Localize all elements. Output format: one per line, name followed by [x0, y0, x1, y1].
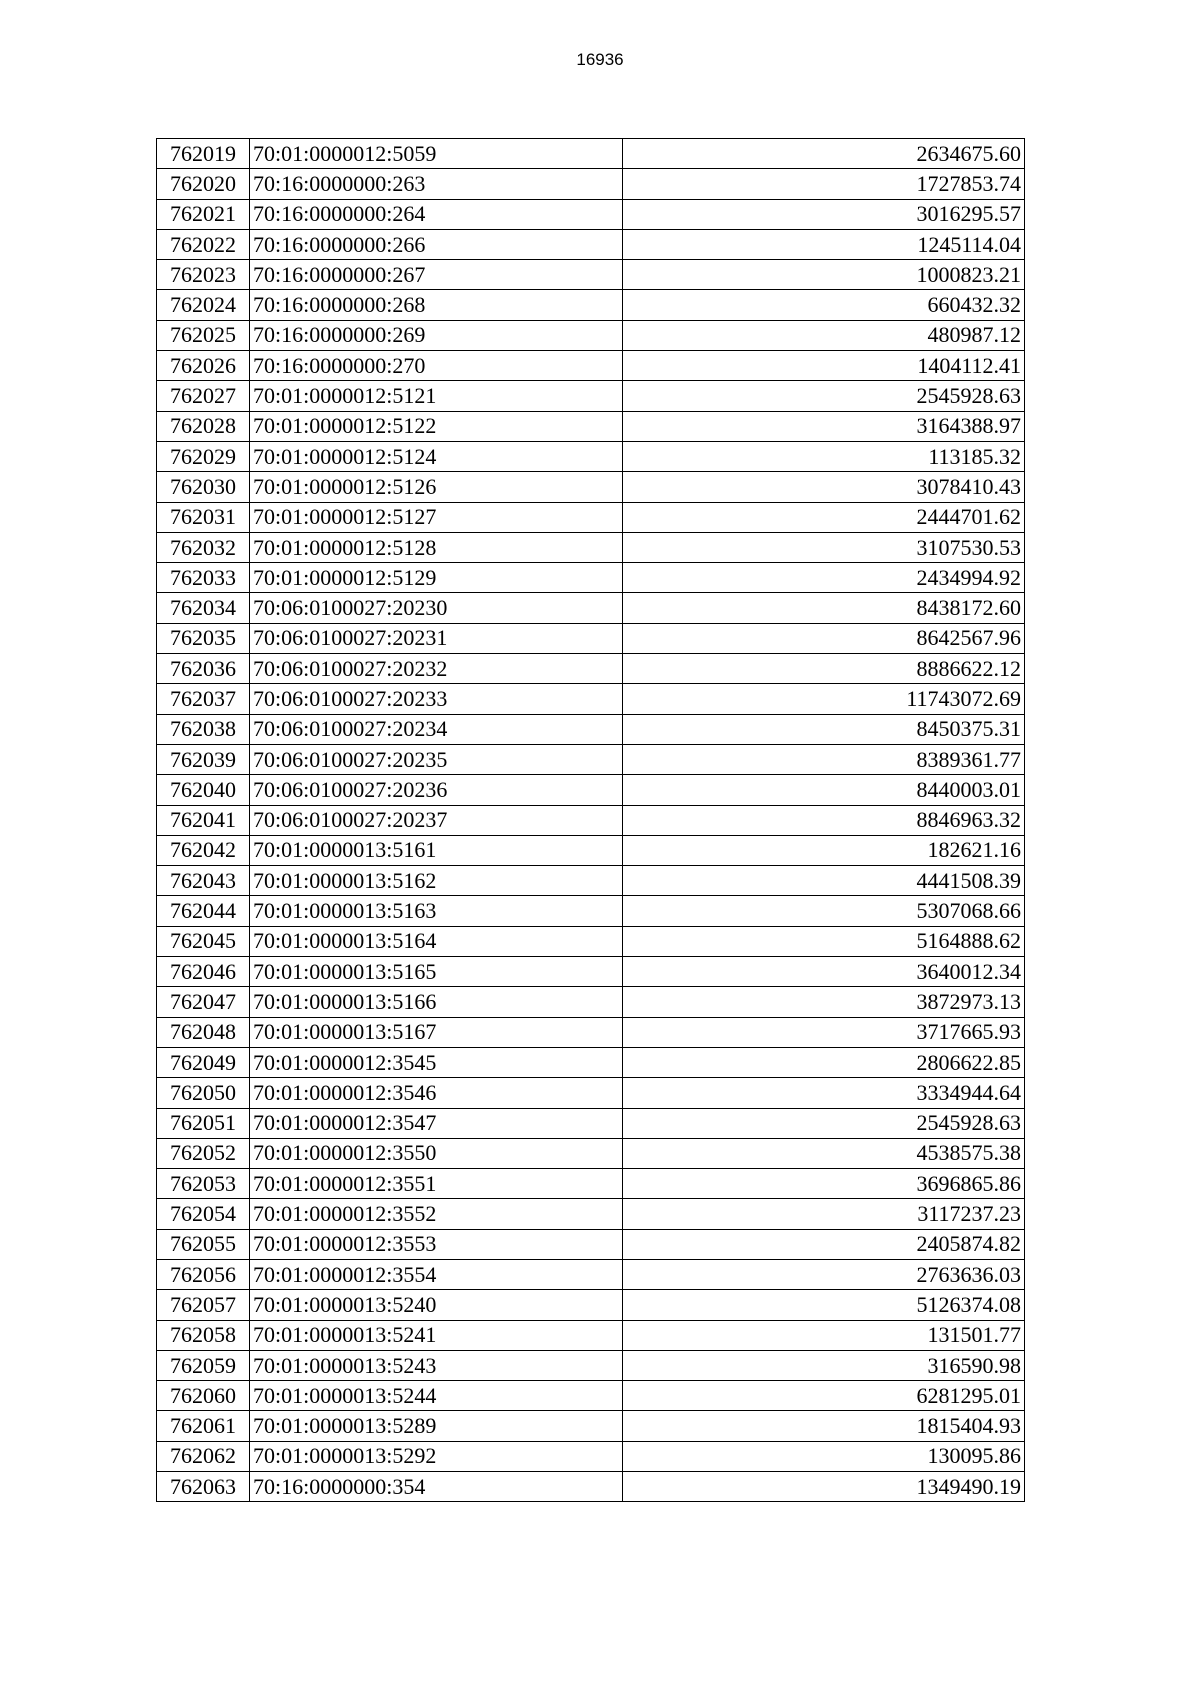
table-row	[157, 229, 1025, 259]
table-row	[157, 987, 1025, 1017]
row-number-cell: 762030	[157, 472, 250, 502]
row-number-cell: 762061	[157, 1411, 250, 1441]
cadastral-value-cell: 316590.98	[623, 1350, 1025, 1380]
table-row	[157, 260, 1025, 290]
row-number-cell: 762056	[157, 1259, 250, 1289]
cadastral-number-cell: 70:01:0000012:5126	[250, 472, 623, 502]
cadastral-number-cell: 70:01:0000012:3546	[250, 1078, 623, 1108]
cadastral-number-cell: 70:01:0000012:3547	[250, 1108, 623, 1138]
table-row	[157, 1199, 1025, 1229]
table-row	[157, 1472, 1025, 1502]
cadastral-number-cell: 70:16:0000000:354	[250, 1472, 623, 1502]
row-number-cell: 762052	[157, 1138, 250, 1168]
table-row	[157, 1259, 1025, 1289]
table-row	[157, 1138, 1025, 1168]
row-number-cell: 762053	[157, 1169, 250, 1199]
table-row	[157, 654, 1025, 684]
cadastral-value-cell: 3640012.34	[623, 957, 1025, 987]
table-row	[157, 472, 1025, 502]
cadastral-number-cell: 70:16:0000000:266	[250, 229, 623, 259]
row-number-cell: 762022	[157, 229, 250, 259]
cadastral-value-cell: 2545928.63	[623, 381, 1025, 411]
cadastral-value-cell: 3334944.64	[623, 1078, 1025, 1108]
row-number-cell: 762059	[157, 1350, 250, 1380]
cadastral-value-cell: 2444701.62	[623, 502, 1025, 532]
cadastral-number-cell: 70:06:0100027:20231	[250, 623, 623, 653]
cadastral-number-cell: 70:01:0000012:3553	[250, 1229, 623, 1259]
row-number-cell: 762054	[157, 1199, 250, 1229]
cadastral-value-cell: 3107530.53	[623, 532, 1025, 562]
cadastral-value-cell: 8389361.77	[623, 744, 1025, 774]
cadastral-number-cell: 70:01:0000013:5165	[250, 957, 623, 987]
cadastral-value-cell: 1404112.41	[623, 351, 1025, 381]
table-row	[157, 199, 1025, 229]
row-number-cell: 762035	[157, 623, 250, 653]
cadastral-number-cell: 70:01:0000013:5162	[250, 866, 623, 896]
cadastral-number-cell: 70:01:0000012:3552	[250, 1199, 623, 1229]
cadastral-number-cell: 70:01:0000013:5166	[250, 987, 623, 1017]
row-number-cell: 762063	[157, 1472, 250, 1502]
cadastral-value-cell: 1349490.19	[623, 1472, 1025, 1502]
page-number: 16936	[576, 50, 624, 69]
row-number-cell: 762042	[157, 835, 250, 865]
cadastral-number-cell: 70:06:0100027:20234	[250, 714, 623, 744]
cadastral-number-cell: 70:06:0100027:20235	[250, 744, 623, 774]
cadastral-number-cell: 70:06:0100027:20232	[250, 654, 623, 684]
row-number-cell: 762032	[157, 532, 250, 562]
cadastral-value-cell: 3164388.97	[623, 411, 1025, 441]
cadastral-value-cell: 6281295.01	[623, 1381, 1025, 1411]
row-number-cell: 762028	[157, 411, 250, 441]
table-row	[157, 775, 1025, 805]
cadastral-value-cell: 113185.32	[623, 441, 1025, 471]
cadastral-value-cell: 2806622.85	[623, 1047, 1025, 1077]
table-row	[157, 1169, 1025, 1199]
cadastral-number-cell: 70:01:0000013:5164	[250, 926, 623, 956]
row-number-cell: 762037	[157, 684, 250, 714]
table-row	[157, 1108, 1025, 1138]
cadastral-number-cell: 70:01:0000012:3550	[250, 1138, 623, 1168]
cadastral-number-cell: 70:16:0000000:269	[250, 320, 623, 350]
table-row	[157, 957, 1025, 987]
table-row	[157, 896, 1025, 926]
table-row	[157, 684, 1025, 714]
cadastral-number-cell: 70:01:0000013:5161	[250, 835, 623, 865]
cadastral-number-cell: 70:01:0000012:5129	[250, 563, 623, 593]
cadastral-number-cell: 70:06:0100027:20237	[250, 805, 623, 835]
row-number-cell: 762027	[157, 381, 250, 411]
table-row	[157, 623, 1025, 653]
table-row	[157, 441, 1025, 471]
cadastral-number-cell: 70:01:0000012:5059	[250, 139, 623, 169]
table-row	[157, 290, 1025, 320]
cadastral-value-cell: 2763636.03	[623, 1259, 1025, 1289]
table-row	[157, 1017, 1025, 1047]
row-number-cell: 762039	[157, 744, 250, 774]
cadastral-value-cell: 5126374.08	[623, 1290, 1025, 1320]
cadastral-number-cell: 70:16:0000000:267	[250, 260, 623, 290]
cadastral-value-cell: 1000823.21	[623, 260, 1025, 290]
cadastral-value-cell: 4538575.38	[623, 1138, 1025, 1168]
table-row	[157, 835, 1025, 865]
table-row	[157, 411, 1025, 441]
cadastral-number-cell: 70:01:0000012:3554	[250, 1259, 623, 1289]
table-row	[157, 744, 1025, 774]
cadastral-value-cell: 3717665.93	[623, 1017, 1025, 1047]
cadastral-value-cell: 1727853.74	[623, 169, 1025, 199]
row-number-cell: 762036	[157, 654, 250, 684]
table-row	[157, 714, 1025, 744]
cadastral-value-cell: 5164888.62	[623, 926, 1025, 956]
cadastral-number-cell: 70:01:0000013:5289	[250, 1411, 623, 1441]
row-number-cell: 762057	[157, 1290, 250, 1320]
table-row	[157, 532, 1025, 562]
cadastral-number-cell: 70:01:0000013:5241	[250, 1320, 623, 1350]
table-row	[157, 805, 1025, 835]
cadastral-number-cell: 70:01:0000013:5167	[250, 1017, 623, 1047]
cadastral-value-cell: 480987.12	[623, 320, 1025, 350]
row-number-cell: 762048	[157, 1017, 250, 1047]
cadastral-value-cell: 2634675.60	[623, 139, 1025, 169]
cadastral-number-cell: 70:01:0000012:5122	[250, 411, 623, 441]
cadastral-number-cell: 70:16:0000000:264	[250, 199, 623, 229]
cadastral-value-cell: 8886622.12	[623, 654, 1025, 684]
cadastral-value-cell: 3078410.43	[623, 472, 1025, 502]
cadastral-number-cell: 70:01:0000013:5292	[250, 1441, 623, 1471]
cadastral-value-cell: 3117237.23	[623, 1199, 1025, 1229]
cadastral-number-cell: 70:06:0100027:20236	[250, 775, 623, 805]
cadastral-value-cell: 8438172.60	[623, 593, 1025, 623]
cadastral-number-cell: 70:01:0000012:3551	[250, 1169, 623, 1199]
cadastral-number-cell: 70:01:0000012:5127	[250, 502, 623, 532]
row-number-cell: 762045	[157, 926, 250, 956]
table-row	[157, 1047, 1025, 1077]
table-row	[157, 1350, 1025, 1380]
row-number-cell: 762020	[157, 169, 250, 199]
cadastral-number-cell: 70:01:0000012:5121	[250, 381, 623, 411]
row-number-cell: 762051	[157, 1108, 250, 1138]
cadastral-number-cell: 70:01:0000013:5244	[250, 1381, 623, 1411]
cadastral-value-cell: 131501.77	[623, 1320, 1025, 1350]
table-row	[157, 926, 1025, 956]
table-row	[157, 1078, 1025, 1108]
cadastral-number-cell: 70:01:0000013:5163	[250, 896, 623, 926]
table-row	[157, 1229, 1025, 1259]
cadastral-number-cell: 70:16:0000000:270	[250, 351, 623, 381]
row-number-cell: 762024	[157, 290, 250, 320]
cadastral-value-cell: 4441508.39	[623, 866, 1025, 896]
row-number-cell: 762062	[157, 1441, 250, 1471]
table-body	[157, 139, 1025, 1502]
row-number-cell: 762031	[157, 502, 250, 532]
row-number-cell: 762021	[157, 199, 250, 229]
cadastral-value-cell: 11743072.69	[623, 684, 1025, 714]
table-row	[157, 320, 1025, 350]
cadastral-value-cell: 130095.86	[623, 1441, 1025, 1471]
table-row	[157, 563, 1025, 593]
cadastral-number-cell: 70:16:0000000:268	[250, 290, 623, 320]
table-row	[157, 1290, 1025, 1320]
table-row	[157, 169, 1025, 199]
row-number-cell: 762034	[157, 593, 250, 623]
cadastral-number-cell: 70:01:0000013:5243	[250, 1350, 623, 1380]
cadastral-value-cell: 8846963.32	[623, 805, 1025, 835]
cadastral-value-cell: 3696865.86	[623, 1169, 1025, 1199]
cadastral-value-cell: 182621.16	[623, 835, 1025, 865]
cadastral-number-cell: 70:01:0000012:5124	[250, 441, 623, 471]
cadastral-number-cell: 70:01:0000012:3545	[250, 1047, 623, 1077]
cadastral-value-cell: 5307068.66	[623, 896, 1025, 926]
cadastral-number-cell: 70:01:0000013:5240	[250, 1290, 623, 1320]
row-number-cell: 762040	[157, 775, 250, 805]
table-row	[157, 381, 1025, 411]
row-number-cell: 762043	[157, 866, 250, 896]
cadastral-value-cell: 2434994.92	[623, 563, 1025, 593]
row-number-cell: 762033	[157, 563, 250, 593]
row-number-cell: 762025	[157, 320, 250, 350]
table-row	[157, 1411, 1025, 1441]
cadastral-value-cell: 1245114.04	[623, 229, 1025, 259]
row-number-cell: 762026	[157, 351, 250, 381]
row-number-cell: 762046	[157, 957, 250, 987]
cadastral-value-cell: 3872973.13	[623, 987, 1025, 1017]
table-row	[157, 866, 1025, 896]
cadastral-number-cell: 70:06:0100027:20230	[250, 593, 623, 623]
row-number-cell: 762019	[157, 139, 250, 169]
row-number-cell: 762044	[157, 896, 250, 926]
row-number-cell: 762041	[157, 805, 250, 835]
table-row	[157, 502, 1025, 532]
table-row	[157, 1381, 1025, 1411]
cadastral-value-table	[156, 138, 1025, 1502]
table-row	[157, 139, 1025, 169]
cadastral-value-cell: 1815404.93	[623, 1411, 1025, 1441]
table-row	[157, 1441, 1025, 1471]
row-number-cell: 762023	[157, 260, 250, 290]
cadastral-value-cell: 3016295.57	[623, 199, 1025, 229]
row-number-cell: 762055	[157, 1229, 250, 1259]
cadastral-value-cell: 2405874.82	[623, 1229, 1025, 1259]
row-number-cell: 762050	[157, 1078, 250, 1108]
cadastral-value-cell: 660432.32	[623, 290, 1025, 320]
cadastral-number-cell: 70:06:0100027:20233	[250, 684, 623, 714]
cadastral-value-cell: 8450375.31	[623, 714, 1025, 744]
row-number-cell: 762029	[157, 441, 250, 471]
table-row	[157, 1320, 1025, 1350]
table-row	[157, 593, 1025, 623]
cadastral-value-cell: 2545928.63	[623, 1108, 1025, 1138]
table-row	[157, 351, 1025, 381]
row-number-cell: 762060	[157, 1381, 250, 1411]
row-number-cell: 762058	[157, 1320, 250, 1350]
cadastral-number-cell: 70:01:0000012:5128	[250, 532, 623, 562]
row-number-cell: 762047	[157, 987, 250, 1017]
row-number-cell: 762049	[157, 1047, 250, 1077]
cadastral-value-cell: 8642567.96	[623, 623, 1025, 653]
cadastral-number-cell: 70:16:0000000:263	[250, 169, 623, 199]
cadastral-value-cell: 8440003.01	[623, 775, 1025, 805]
row-number-cell: 762038	[157, 714, 250, 744]
